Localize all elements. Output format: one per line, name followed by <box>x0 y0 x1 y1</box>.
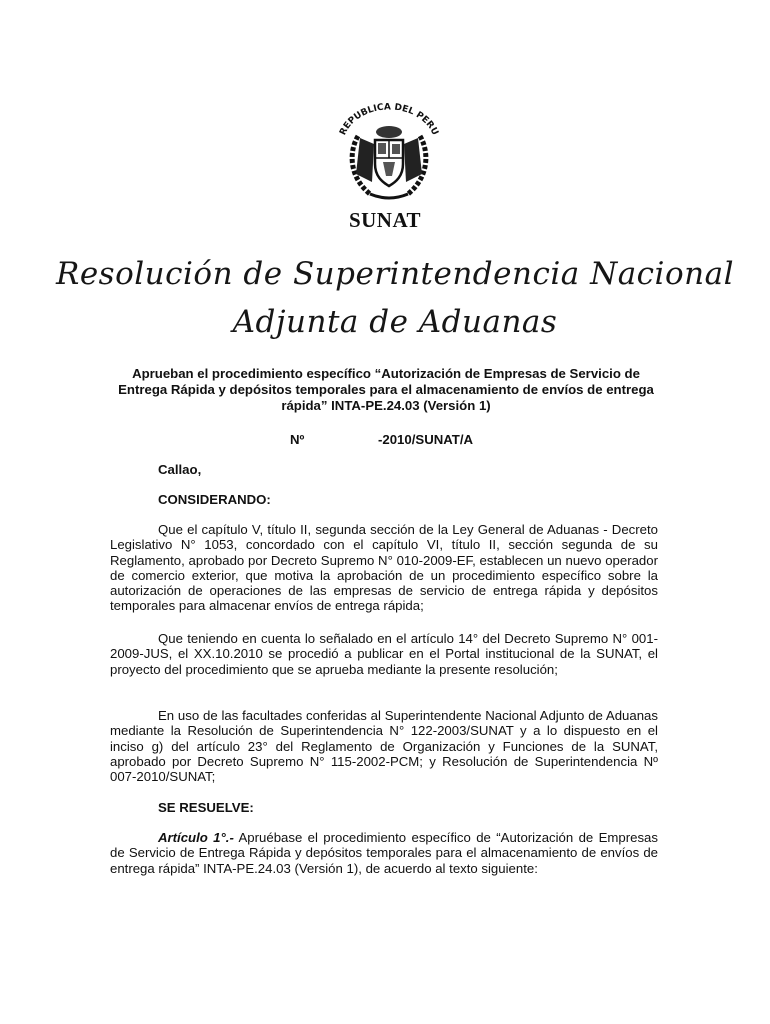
resolution-title-line-1: Resolución de Superintendencia Nacional <box>56 256 734 292</box>
paragraph-1: Que el capítulo V, título II, segunda sección de la Ley General de Aduanas - Decreto Legislativo N° 1053, concordado con el capítulo VI, título II, sección segunda de su Reglamento, aprobado por Decreto Supremo N° 010-2009-EF, establecen un nuevo operador de comercio exterior, que motiva la aprobación de un procedimiento específico sobre la autorización de operaciones de las empresas de servicio de entrega rápida y depósitos temporales para almacenar envíos de entrega rápida; <box>110 522 658 614</box>
article-1-paragraph <box>110 830 658 876</box>
article-1-text: Apruébase el procedimiento específico de “Autorización de Empresas de Servicio de Entrega Rápida y depósitos temporales para el almacenamiento de envíos de entrega rápida” INTA-PE.24.03 (Versión 1), de acuerdo al texto siguiente: <box>110 830 658 876</box>
paragraph-3: En uso de las facultades conferidas al Superintendente Nacional Adjunto de Aduanas mediante la Resolución de Superintendencia N° 122-2003/SUNAT y a lo dispuesto en el inciso g) del artículo 23° del Reglamento de Organización y Funciones de la SUNAT, aprobado por Decreto Supremo N° 115-2002-PCM; y Resolución de Superintendencia Nº 007-2010/SUNAT; <box>110 708 658 785</box>
resolution-number-code: -2010/SUNAT/A <box>378 432 474 447</box>
document-heading: Aprueban el procedimiento específico “Autorización de Empresas de Servicio de Entrega Rápida y depósitos temporales para el almacenamiento de envíos de entrega rápida” INTA-PE.24.03 (Versión 1) <box>118 366 654 413</box>
place-line: Callao, <box>158 462 202 477</box>
resolution-number-label: Nº <box>290 432 305 447</box>
considerando-heading: CONSIDERANDO: <box>158 492 271 507</box>
svg-text:REPUBLICA DEL PERU: REPUBLICA DEL PERU <box>338 102 440 137</box>
peru-coat-of-arms-icon <box>330 98 448 208</box>
resolution-title-line-2: Adjunta de Aduanas <box>232 304 558 340</box>
article-1-label: Artículo 1°.- <box>158 830 234 845</box>
se-resuelve-heading: SE RESUELVE: <box>158 800 254 815</box>
coat-of-arms-seal-icon <box>330 98 448 208</box>
paragraph-2: Que teniendo en cuenta lo señalado en el artículo 14° del Decreto Supremo N° 001-2009-JUS, el XX.10.2010 se procedió a publicar en el Portal institucional de la SUNAT, el proyecto del procedimiento que se aprueba mediante la presente resolución; <box>110 631 658 677</box>
organization-name: SUNAT <box>348 208 422 232</box>
